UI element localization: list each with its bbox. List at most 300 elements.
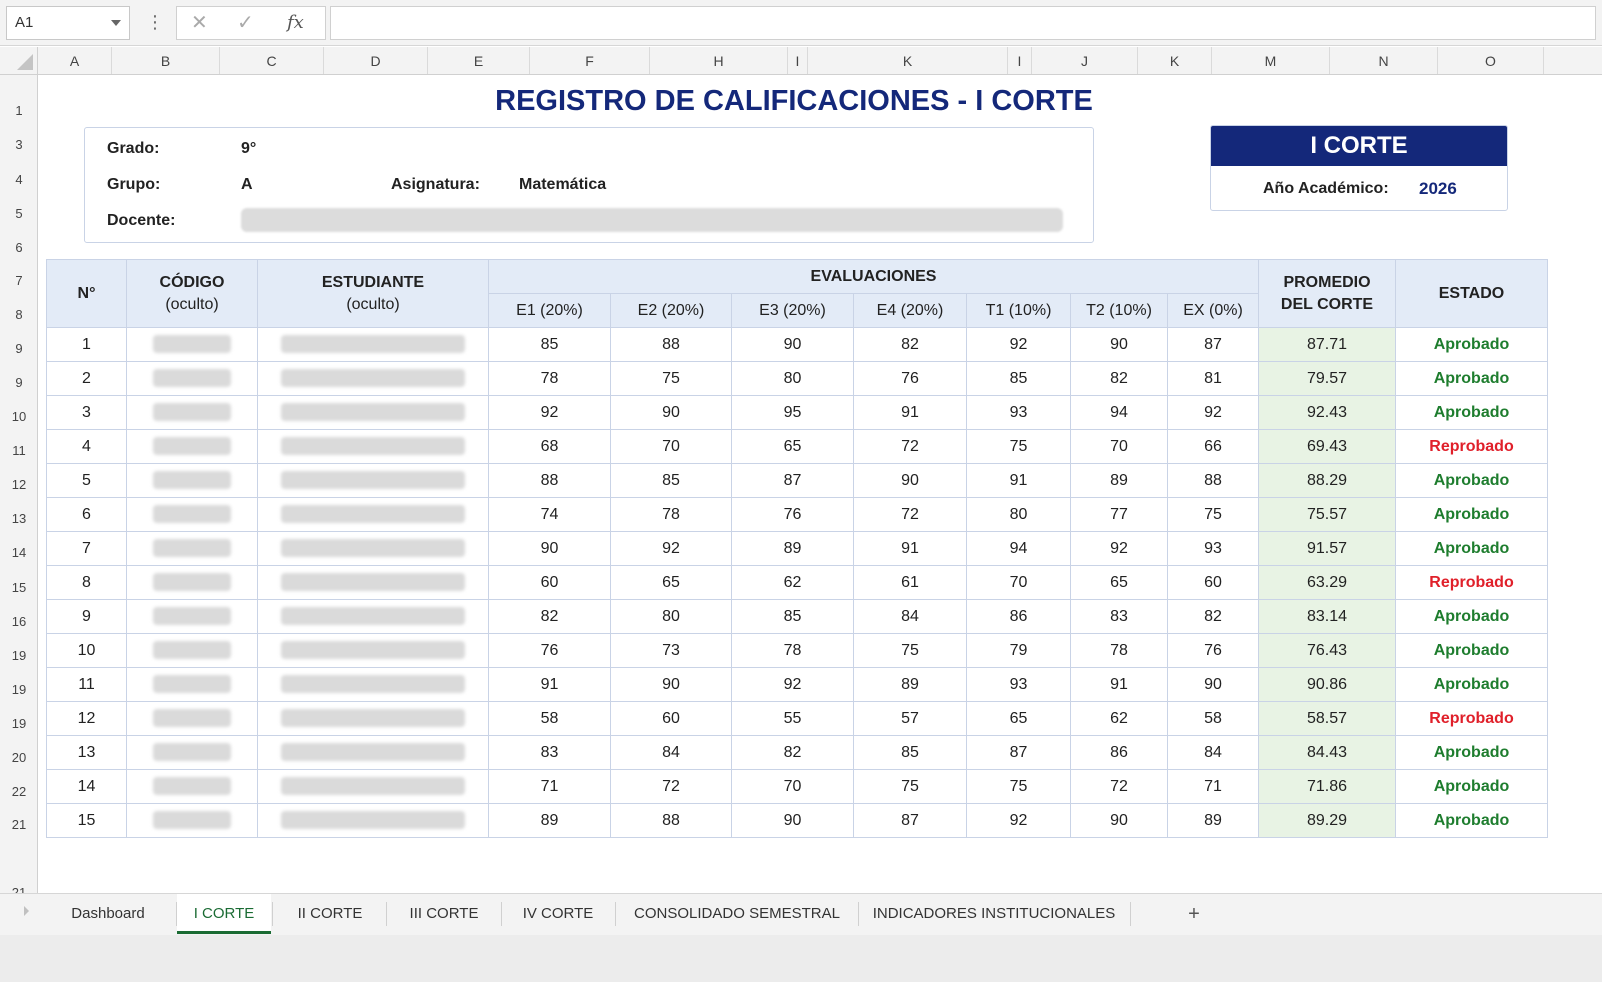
row-header[interactable]: 9 — [15, 341, 23, 356]
score-cell[interactable]: 92 — [967, 328, 1071, 362]
row-number-cell[interactable]: 4 — [47, 430, 127, 464]
table-row — [47, 430, 1548, 464]
score-cell[interactable]: 89 — [1071, 464, 1168, 498]
score-cell[interactable]: 82 — [1168, 600, 1259, 634]
score-cell[interactable]: 65 — [967, 702, 1071, 736]
estudiante-cell[interactable] — [258, 498, 489, 532]
tab-divider — [615, 902, 616, 926]
score-cell[interactable]: 92 — [732, 668, 854, 702]
score-cell[interactable]: 58 — [489, 702, 611, 736]
codigo-cell[interactable] — [127, 430, 258, 464]
formula-buttons — [176, 6, 326, 40]
score-cell[interactable]: 87 — [732, 464, 854, 498]
score-cell[interactable]: 74 — [489, 498, 611, 532]
codigo-cell[interactable] — [127, 770, 258, 804]
close-icon[interactable]: ✕ — [191, 12, 208, 34]
row-header[interactable]: 19 — [11, 682, 27, 697]
score-cell[interactable]: 88 — [1168, 464, 1259, 498]
score-cell[interactable]: 88 — [611, 328, 732, 362]
row-header[interactable]: 10 — [11, 409, 27, 424]
codigo-cell[interactable] — [127, 702, 258, 736]
score-cell[interactable]: 94 — [967, 532, 1071, 566]
redacted-name — [281, 335, 465, 353]
status-cell[interactable]: Aprobado — [1396, 634, 1548, 668]
score-cell[interactable]: 92 — [1071, 532, 1168, 566]
column-header[interactable]: I — [1008, 47, 1032, 74]
redacted-name — [281, 471, 465, 489]
row-number-cell[interactable]: 15 — [47, 804, 127, 838]
score-cell[interactable]: 92 — [611, 532, 732, 566]
status-cell[interactable]: Aprobado — [1396, 804, 1548, 838]
redacted-name — [281, 573, 465, 591]
score-cell[interactable]: 68 — [489, 430, 611, 464]
average-cell[interactable]: 75.57 — [1259, 498, 1396, 532]
tab-consolidado-semestral[interactable]: CONSOLIDADO SEMESTRAL — [634, 905, 840, 922]
docente-redacted — [241, 208, 1063, 232]
header-evaluaciones: EVALUACIONES — [489, 260, 1259, 294]
estudiante-cell[interactable] — [258, 770, 489, 804]
average-cell[interactable]: 87.71 — [1259, 328, 1396, 362]
header-promedio-line2: DEL CORTE — [1280, 295, 1374, 313]
redacted-code — [153, 403, 231, 421]
row-header[interactable]: 12 — [11, 477, 27, 492]
table-row — [47, 362, 1548, 396]
score-cell[interactable]: 86 — [967, 600, 1071, 634]
header-estudiante-sub: (oculto) — [346, 295, 400, 313]
score-cell[interactable]: 75 — [1168, 498, 1259, 532]
score-cell[interactable]: 76 — [732, 498, 854, 532]
header-codigo-label: CÓDIGO — [159, 273, 225, 291]
worksheet — [38, 75, 1602, 913]
codigo-cell[interactable] — [127, 328, 258, 362]
score-cell[interactable]: 92 — [1168, 396, 1259, 430]
score-cell[interactable]: 58 — [1168, 702, 1259, 736]
score-cell[interactable]: 91 — [967, 464, 1071, 498]
grades-body — [47, 328, 1548, 838]
score-cell[interactable]: 91 — [854, 532, 967, 566]
row-header[interactable]: 3 — [15, 137, 23, 152]
grades-table — [46, 259, 1548, 838]
row-number-cell[interactable]: 14 — [47, 770, 127, 804]
table-row — [47, 736, 1548, 770]
estudiante-cell[interactable] — [258, 396, 489, 430]
score-cell[interactable]: 82 — [489, 600, 611, 634]
status-cell[interactable]: Aprobado — [1396, 668, 1548, 702]
header-eval: EX (0%) — [1168, 294, 1259, 328]
row-header[interactable]: 7 — [15, 273, 23, 288]
header-promedio-line1: PROMEDIO — [1283, 273, 1371, 291]
codigo-cell[interactable] — [127, 464, 258, 498]
row-number-cell[interactable]: 3 — [47, 396, 127, 430]
score-cell[interactable]: 75 — [611, 362, 732, 396]
average-cell[interactable]: 83.14 — [1259, 600, 1396, 634]
score-cell[interactable]: 76 — [854, 362, 967, 396]
score-cell[interactable]: 66 — [1168, 430, 1259, 464]
score-cell[interactable]: 90 — [732, 804, 854, 838]
average-cell[interactable]: 84.43 — [1259, 736, 1396, 770]
score-cell[interactable]: 93 — [967, 668, 1071, 702]
score-cell[interactable]: 71 — [489, 770, 611, 804]
column-header[interactable]: J — [1032, 47, 1138, 74]
average-cell[interactable]: 79.57 — [1259, 362, 1396, 396]
score-cell[interactable]: 75 — [967, 770, 1071, 804]
select-all-icon[interactable] — [17, 54, 33, 70]
redacted-name — [281, 777, 465, 795]
estudiante-cell[interactable] — [258, 430, 489, 464]
status-cell[interactable]: Aprobado — [1396, 600, 1548, 634]
row-header[interactable]: 19 — [11, 716, 27, 731]
score-cell[interactable]: 72 — [854, 498, 967, 532]
row-number-cell[interactable]: 12 — [47, 702, 127, 736]
estudiante-cell[interactable] — [258, 362, 489, 396]
score-cell[interactable]: 78 — [1071, 634, 1168, 668]
column-header[interactable]: M — [1212, 47, 1330, 74]
estudiante-cell[interactable] — [258, 804, 489, 838]
column-header[interactable]: E — [428, 47, 530, 74]
corte-panel — [1210, 125, 1508, 211]
tab-divider — [501, 902, 502, 926]
function-icon[interactable]: fx — [287, 12, 304, 33]
redacted-code — [153, 811, 231, 829]
score-cell[interactable]: 91 — [854, 396, 967, 430]
tab-dashboard[interactable]: Dashboard — [71, 905, 145, 922]
score-cell[interactable]: 82 — [1071, 362, 1168, 396]
score-cell[interactable]: 70 — [732, 770, 854, 804]
average-cell[interactable]: 63.29 — [1259, 566, 1396, 600]
column-headers — [0, 47, 1602, 75]
score-cell[interactable]: 83 — [1071, 600, 1168, 634]
score-cell[interactable]: 78 — [732, 634, 854, 668]
score-cell[interactable]: 90 — [611, 668, 732, 702]
status-cell[interactable]: Aprobado — [1396, 498, 1548, 532]
score-cell[interactable]: 85 — [967, 362, 1071, 396]
estudiante-cell[interactable] — [258, 328, 489, 362]
sheet-title: REGISTRO DE CALIFICACIONES - I CORTE — [495, 85, 1093, 117]
tab-i-corte[interactable]: I CORTE — [177, 894, 271, 934]
estudiante-cell[interactable] — [258, 600, 489, 634]
row-header[interactable]: 5 — [15, 206, 23, 221]
formula-input[interactable] — [330, 6, 1596, 40]
row-header[interactable]: 15 — [11, 580, 27, 595]
column-header[interactable]: C — [220, 47, 324, 74]
score-cell[interactable]: 70 — [1071, 430, 1168, 464]
row-number-cell[interactable]: 7 — [47, 532, 127, 566]
asignatura-label: Asignatura: — [391, 176, 480, 193]
row-header[interactable]: 19 — [11, 648, 27, 663]
average-cell[interactable]: 71.86 — [1259, 770, 1396, 804]
row-header[interactable]: 21 — [11, 817, 27, 832]
score-cell[interactable]: 65 — [732, 430, 854, 464]
score-cell[interactable]: 95 — [732, 396, 854, 430]
year-value: 2026 — [1419, 179, 1457, 198]
formula-bar — [0, 0, 1602, 46]
score-cell[interactable]: 77 — [1071, 498, 1168, 532]
codigo-cell[interactable] — [127, 736, 258, 770]
score-cell[interactable]: 57 — [854, 702, 967, 736]
row-header[interactable]: 14 — [11, 545, 27, 560]
score-cell[interactable]: 90 — [854, 464, 967, 498]
score-cell[interactable]: 85 — [489, 328, 611, 362]
score-cell[interactable]: 84 — [611, 736, 732, 770]
row-number-cell[interactable]: 9 — [47, 600, 127, 634]
estudiante-cell[interactable] — [258, 634, 489, 668]
row-header[interactable]: 1 — [15, 103, 23, 118]
tab-divider — [858, 902, 859, 926]
score-cell[interactable]: 81 — [1168, 362, 1259, 396]
row-header[interactable]: 11 — [12, 443, 26, 458]
score-cell[interactable]: 89 — [1168, 804, 1259, 838]
redacted-name — [281, 607, 465, 625]
score-cell[interactable]: 87 — [967, 736, 1071, 770]
score-cell[interactable]: 90 — [732, 328, 854, 362]
codigo-cell[interactable] — [127, 566, 258, 600]
info-panel — [84, 127, 1094, 243]
average-cell[interactable]: 89.29 — [1259, 804, 1396, 838]
score-cell[interactable]: 88 — [611, 804, 732, 838]
score-cell[interactable]: 76 — [489, 634, 611, 668]
score-cell[interactable]: 89 — [854, 668, 967, 702]
score-cell[interactable]: 84 — [1168, 736, 1259, 770]
score-cell[interactable]: 75 — [967, 430, 1071, 464]
header-eval: E2 (20%) — [611, 294, 732, 328]
row-header[interactable]: 9 — [15, 375, 23, 390]
score-cell[interactable]: 62 — [1071, 702, 1168, 736]
score-cell[interactable]: 85 — [854, 736, 967, 770]
redacted-code — [153, 335, 231, 353]
codigo-cell[interactable] — [127, 396, 258, 430]
score-cell[interactable]: 94 — [1071, 396, 1168, 430]
table-row — [47, 532, 1548, 566]
score-cell[interactable]: 85 — [732, 600, 854, 634]
status-cell[interactable]: Aprobado — [1396, 362, 1548, 396]
average-cell[interactable]: 76.43 — [1259, 634, 1396, 668]
row-header[interactable]: 22 — [11, 784, 27, 799]
score-cell[interactable]: 92 — [489, 396, 611, 430]
score-cell[interactable]: 82 — [732, 736, 854, 770]
row-number-cell[interactable]: 13 — [47, 736, 127, 770]
tab-iv-corte[interactable]: IV CORTE — [522, 905, 594, 922]
tab-scroll-icon[interactable] — [24, 906, 29, 916]
row-header[interactable]: 4 — [15, 172, 23, 187]
grado-value: 9° — [241, 140, 257, 157]
score-cell[interactable]: 78 — [611, 498, 732, 532]
score-cell[interactable]: 89 — [732, 532, 854, 566]
tab-ii-corte[interactable]: II CORTE — [297, 905, 363, 922]
name-box[interactable] — [6, 6, 130, 40]
codigo-cell[interactable] — [127, 532, 258, 566]
score-cell[interactable]: 79 — [967, 634, 1071, 668]
score-cell[interactable]: 78 — [489, 362, 611, 396]
grado-label: Grado: — [107, 140, 160, 157]
status-cell[interactable]: Reprobado — [1396, 566, 1548, 600]
score-cell[interactable]: 72 — [854, 430, 967, 464]
status-cell[interactable]: Reprobado — [1396, 430, 1548, 464]
status-cell[interactable]: Aprobado — [1396, 464, 1548, 498]
score-cell[interactable]: 91 — [489, 668, 611, 702]
header-num: N° — [47, 260, 127, 328]
codigo-cell[interactable] — [127, 668, 258, 702]
redacted-code — [153, 539, 231, 557]
score-cell[interactable]: 89 — [489, 804, 611, 838]
row-header[interactable]: 8 — [15, 307, 23, 322]
score-cell[interactable]: 93 — [1168, 532, 1259, 566]
add-sheet-icon[interactable]: + — [1188, 903, 1200, 925]
redacted-code — [153, 709, 231, 727]
table-row — [47, 804, 1548, 838]
redacted-code — [153, 369, 231, 387]
estudiante-cell[interactable] — [258, 702, 489, 736]
grupo-label: Grupo: — [107, 176, 161, 193]
row-header[interactable]: 16 — [11, 614, 27, 629]
estudiante-cell[interactable] — [258, 464, 489, 498]
status-cell[interactable]: Aprobado — [1396, 396, 1548, 430]
column-header[interactable]: D — [324, 47, 428, 74]
score-cell[interactable]: 82 — [854, 328, 967, 362]
score-cell[interactable]: 70 — [967, 566, 1071, 600]
score-cell[interactable]: 90 — [489, 532, 611, 566]
score-cell[interactable]: 75 — [854, 634, 967, 668]
tab-iii-corte[interactable]: III CORTE — [409, 905, 479, 922]
row-header[interactable]: 6 — [15, 240, 23, 255]
redacted-name — [281, 743, 465, 761]
codigo-cell[interactable] — [127, 362, 258, 396]
score-cell[interactable]: 88 — [489, 464, 611, 498]
header-eval: T1 (10%) — [967, 294, 1071, 328]
row-number-cell[interactable]: 11 — [47, 668, 127, 702]
column-header[interactable]: O — [1438, 47, 1544, 74]
score-cell[interactable]: 80 — [967, 498, 1071, 532]
estudiante-cell[interactable] — [258, 532, 489, 566]
score-cell[interactable]: 84 — [854, 600, 967, 634]
redacted-code — [153, 437, 231, 455]
score-cell[interactable]: 90 — [1168, 668, 1259, 702]
column-header[interactable]: K — [808, 47, 1008, 74]
score-cell[interactable]: 72 — [611, 770, 732, 804]
score-cell[interactable]: 86 — [1071, 736, 1168, 770]
score-cell[interactable]: 60 — [1168, 566, 1259, 600]
codigo-cell[interactable] — [127, 600, 258, 634]
redacted-name — [281, 369, 465, 387]
score-cell[interactable]: 87 — [1168, 328, 1259, 362]
row-number-cell[interactable]: 5 — [47, 464, 127, 498]
score-cell[interactable]: 75 — [854, 770, 967, 804]
score-cell[interactable]: 80 — [732, 362, 854, 396]
row-header[interactable]: 13 — [11, 511, 27, 526]
table-row — [47, 668, 1548, 702]
estudiante-cell[interactable] — [258, 736, 489, 770]
estudiante-cell[interactable] — [258, 566, 489, 600]
redacted-name — [281, 641, 465, 659]
select-all-corner[interactable] — [0, 47, 38, 74]
score-cell[interactable]: 55 — [732, 702, 854, 736]
table-row — [47, 566, 1548, 600]
score-cell[interactable]: 91 — [1071, 668, 1168, 702]
score-cell[interactable]: 93 — [967, 396, 1071, 430]
header-eval: E4 (20%) — [854, 294, 967, 328]
table-row — [47, 634, 1548, 668]
header-codigo-sub: (oculto) — [165, 295, 219, 313]
table-row — [47, 464, 1548, 498]
score-cell[interactable]: 85 — [611, 464, 732, 498]
more-options-icon[interactable]: ⋮ — [146, 12, 164, 32]
average-cell[interactable]: 69.43 — [1259, 430, 1396, 464]
row-number-cell[interactable]: 2 — [47, 362, 127, 396]
row-number-cell[interactable]: 1 — [47, 328, 127, 362]
score-cell[interactable]: 70 — [611, 430, 732, 464]
chevron-down-icon[interactable] — [111, 20, 121, 26]
score-cell[interactable]: 71 — [1168, 770, 1259, 804]
average-cell[interactable]: 58.57 — [1259, 702, 1396, 736]
row-number-cell[interactable]: 8 — [47, 566, 127, 600]
score-cell[interactable]: 60 — [611, 702, 732, 736]
redacted-code — [153, 743, 231, 761]
column-header[interactable]: A — [38, 47, 112, 74]
header-promedio — [1259, 260, 1396, 328]
score-cell[interactable]: 62 — [732, 566, 854, 600]
row-number-cell[interactable]: 6 — [47, 498, 127, 532]
score-cell[interactable]: 80 — [611, 600, 732, 634]
grupo-value: A — [241, 176, 253, 193]
sheet-tab-bar — [0, 893, 1602, 935]
status-cell[interactable]: Aprobado — [1396, 328, 1548, 362]
row-number-cell[interactable]: 10 — [47, 634, 127, 668]
row-headers — [0, 75, 38, 913]
codigo-cell[interactable] — [127, 804, 258, 838]
table-row — [47, 770, 1548, 804]
column-header[interactable]: H — [650, 47, 788, 74]
score-cell[interactable]: 65 — [1071, 566, 1168, 600]
header-estudiante — [258, 260, 489, 328]
redacted-code — [153, 573, 231, 591]
status-cell[interactable]: Aprobado — [1396, 736, 1548, 770]
score-cell[interactable]: 73 — [611, 634, 732, 668]
corte-heading: I CORTE — [1211, 126, 1507, 166]
column-header[interactable]: K — [1138, 47, 1212, 74]
score-cell[interactable]: 60 — [489, 566, 611, 600]
average-cell[interactable]: 90.86 — [1259, 668, 1396, 702]
score-cell[interactable]: 90 — [611, 396, 732, 430]
column-header[interactable]: B — [112, 47, 220, 74]
score-cell[interactable]: 65 — [611, 566, 732, 600]
score-cell[interactable]: 92 — [967, 804, 1071, 838]
score-cell[interactable]: 72 — [1071, 770, 1168, 804]
column-header[interactable]: F — [530, 47, 650, 74]
codigo-cell[interactable] — [127, 634, 258, 668]
column-header[interactable]: I — [788, 47, 808, 74]
status-cell[interactable]: Reprobado — [1396, 702, 1548, 736]
score-cell[interactable]: 87 — [854, 804, 967, 838]
codigo-cell[interactable] — [127, 498, 258, 532]
status-cell[interactable]: Aprobado — [1396, 532, 1548, 566]
score-cell[interactable]: 90 — [1071, 328, 1168, 362]
average-cell[interactable]: 92.43 — [1259, 396, 1396, 430]
column-header[interactable]: N — [1330, 47, 1438, 74]
row-header[interactable]: 20 — [11, 750, 27, 765]
score-cell[interactable]: 76 — [1168, 634, 1259, 668]
average-cell[interactable]: 91.57 — [1259, 532, 1396, 566]
score-cell[interactable]: 83 — [489, 736, 611, 770]
score-cell[interactable]: 90 — [1071, 804, 1168, 838]
status-cell[interactable]: Aprobado — [1396, 770, 1548, 804]
score-cell[interactable]: 61 — [854, 566, 967, 600]
redacted-code — [153, 675, 231, 693]
tab-indicadores-institucionales[interactable]: INDICADORES INSTITUCIONALES — [872, 905, 1116, 922]
redacted-code — [153, 607, 231, 625]
check-icon[interactable]: ✓ — [237, 12, 254, 34]
redacted-code — [153, 505, 231, 523]
average-cell[interactable]: 88.29 — [1259, 464, 1396, 498]
estudiante-cell[interactable] — [258, 668, 489, 702]
